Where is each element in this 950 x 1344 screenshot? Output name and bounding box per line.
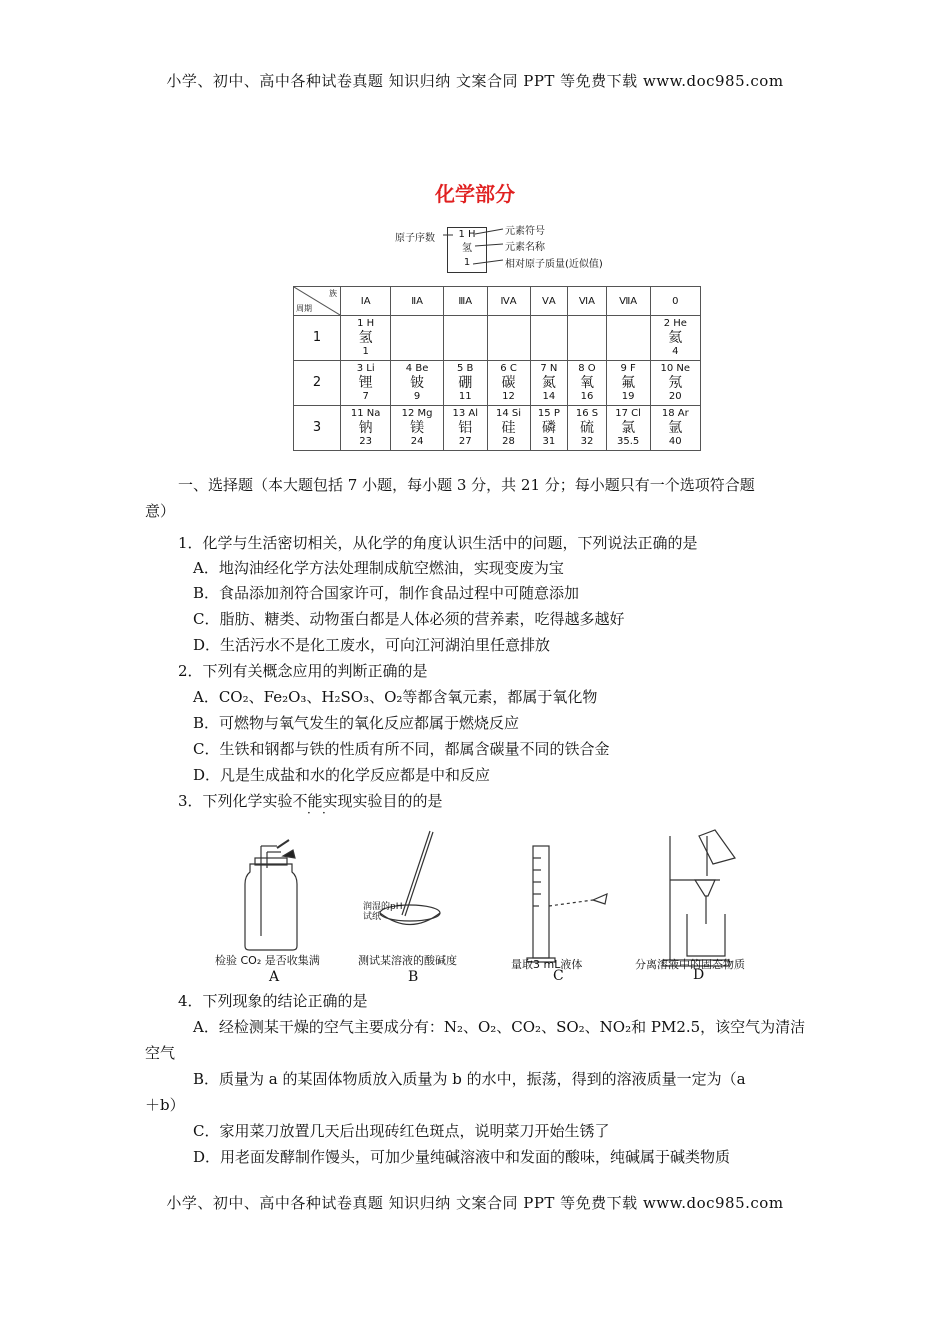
group-header: ⅢA (443, 287, 487, 316)
element-cell: 17 Cl 氯 35.5 (606, 406, 650, 451)
legend-mass-label: 相对原子质量(近似值) (505, 259, 603, 270)
legend-box-name: 氢 (462, 243, 472, 254)
label-d: D (693, 967, 705, 983)
element-cell: 15 P 磷 31 (530, 406, 568, 451)
page-title: 化学部分 (435, 182, 515, 206)
group-header: ⅡA (391, 287, 444, 316)
label-b: B (408, 969, 419, 985)
period-row (294, 406, 701, 451)
q4-option-b: B．质量为 a 的某固体物质放入质量为 b 的水中，振荡，得到的溶液质量一定为（a (193, 1070, 746, 1088)
q1-option-b: B．食品添加剂符合国家许可，制作食品过程中可随意添加 (193, 584, 580, 602)
q4-stem: 4．下列现象的结论正确的是 (178, 992, 368, 1010)
period-label: 1 (294, 316, 341, 361)
q2-option-c: C．生铁和钢都与铁的性质有所不同，都属含碳量不同的铁合金 (193, 740, 610, 758)
q4-option-a: A．经检测某干燥的空气主要成分有：N₂、O₂、CO₂、SO₂、NO₂和 PM2.5，该空气为清洁 (193, 1018, 806, 1036)
element-cell: 6 C 碳 12 (487, 361, 530, 406)
emphasis-dot: · (322, 806, 326, 820)
legend-atomic-number: 原子序数 (395, 233, 435, 244)
group-header: ⅤA (530, 287, 568, 316)
element-cell: 10 Ne 氖 20 (650, 361, 700, 406)
group-header: ⅥA (568, 287, 606, 316)
corner-cell (294, 287, 341, 316)
q2-option-b: B．可燃物与氧气发生的氧化反应都属于燃烧反应 (193, 714, 520, 732)
page-footer: 小学、初中、高中各种试卷真题 知识归纳 文案合同 PPT 等免费下载 www.doc985.com (166, 1194, 784, 1212)
element-cell: 11 Na 钠 23 (341, 406, 391, 451)
element-cell: 9 F 氟 19 (606, 361, 650, 406)
q1-option-d: D．生活污水不是化工废水，可向江河湖泊里任意排放 (193, 636, 551, 654)
legend-box-symbol: 1 H (458, 229, 476, 240)
q1-option-a: A．地沟油经化学方法处理制成航空燃油，实现变废为宝 (193, 559, 564, 577)
caption-a: 检验 CO₂ 是否收集满 (215, 954, 320, 967)
legend-name-label: 元素名称 (505, 242, 545, 253)
element-cell (606, 316, 650, 361)
element-cell: 4 Be 铍 9 (391, 361, 444, 406)
element-cell: 1 H 氢 1 (341, 316, 391, 361)
element-cell: 14 Si 硅 28 (487, 406, 530, 451)
q1-stem: 1．化学与生活密切相关，从化学的角度认识生活中的问题，下列说法正确的是 (178, 534, 698, 552)
q2-option-d: D．凡是生成盐和水的化学反应都是中和反应 (193, 766, 491, 784)
section-heading-cont: 意） (145, 502, 176, 520)
group-header: ⅠA (341, 287, 391, 316)
emphasis-dot: · (307, 806, 311, 820)
q4-option-a-cont: 空气 (145, 1044, 176, 1062)
element-cell (568, 316, 606, 361)
label-c: C (553, 968, 564, 984)
q4-option-d: D．用老面发酵制作馒头，可加少量纯碱溶液中和发面的酸味，纯碱属于碱类物质 (193, 1148, 731, 1166)
q3-figure (215, 828, 775, 988)
label-a: A (269, 969, 280, 985)
period-label: 3 (294, 406, 341, 451)
element-cell: 2 He 氦 4 (650, 316, 700, 361)
element-cell (391, 316, 444, 361)
element-cell (443, 316, 487, 361)
page-header: 小学、初中、高中各种试卷真题 知识归纳 文案合同 PPT 等免费下载 www.doc985.com (166, 72, 784, 90)
element-cell: 7 N 氮 14 (530, 361, 568, 406)
element-cell (530, 316, 568, 361)
element-cell: 18 Ar 氩 40 (650, 406, 700, 451)
caption-d: 分离溶液中的固态物质 (635, 958, 745, 971)
q2-stem: 2．下列有关概念应用的判断正确的是 (178, 662, 428, 680)
group-header: 0 (650, 287, 700, 316)
element-cell: 12 Mg 镁 24 (391, 406, 444, 451)
element-cell: 3 Li 锂 7 (341, 361, 391, 406)
ph-paper-label: 润湿的pH试纸 (363, 902, 403, 922)
section-heading: 一、选择题（本大题包括 7 小题，每小题 3 分，共 21 分；每小题只有一个选项符合题 (178, 476, 755, 494)
caption-b: 测试某溶液的酸碱度 (358, 954, 457, 967)
legend-box-mass: 1 (463, 257, 471, 268)
q2-option-a: A．CO₂、Fe₂O₃、H₂SO₃、O₂等都含氧元素，都属于氧化物 (193, 688, 598, 706)
legend-symbol-label: 元素符号 (505, 226, 545, 237)
element-cell: 16 S 硫 32 (568, 406, 606, 451)
q4-option-b-cont: ＋b） (145, 1096, 185, 1114)
period-row (294, 316, 701, 361)
caption-c: 量取3 mL液体 (511, 958, 583, 971)
q3-stem: 3．下列化学实验不能实现实验目的的是 (178, 792, 443, 810)
element-cell: 13 Al 铝 27 (443, 406, 487, 451)
q4-option-c: C．家用菜刀放置几天后出现砖红色斑点，说明菜刀开始生锈了 (193, 1122, 610, 1140)
group-header: ⅣA (487, 287, 530, 316)
period-row (294, 361, 701, 406)
element-cell (487, 316, 530, 361)
corner-period-label: 周期 (296, 304, 312, 313)
q1-option-c: C．脂肪、糖类、动物蛋白都是人体必须的营养素，吃得越多越好 (193, 610, 625, 628)
period-label: 2 (294, 361, 341, 406)
periodic-table-header (294, 287, 701, 316)
periodic-table (293, 286, 701, 451)
element-cell: 8 O 氧 16 (568, 361, 606, 406)
element-legend (395, 224, 625, 274)
element-cell: 5 B 硼 11 (443, 361, 487, 406)
corner-group-label: 族 (329, 289, 337, 298)
group-header: ⅦA (606, 287, 650, 316)
